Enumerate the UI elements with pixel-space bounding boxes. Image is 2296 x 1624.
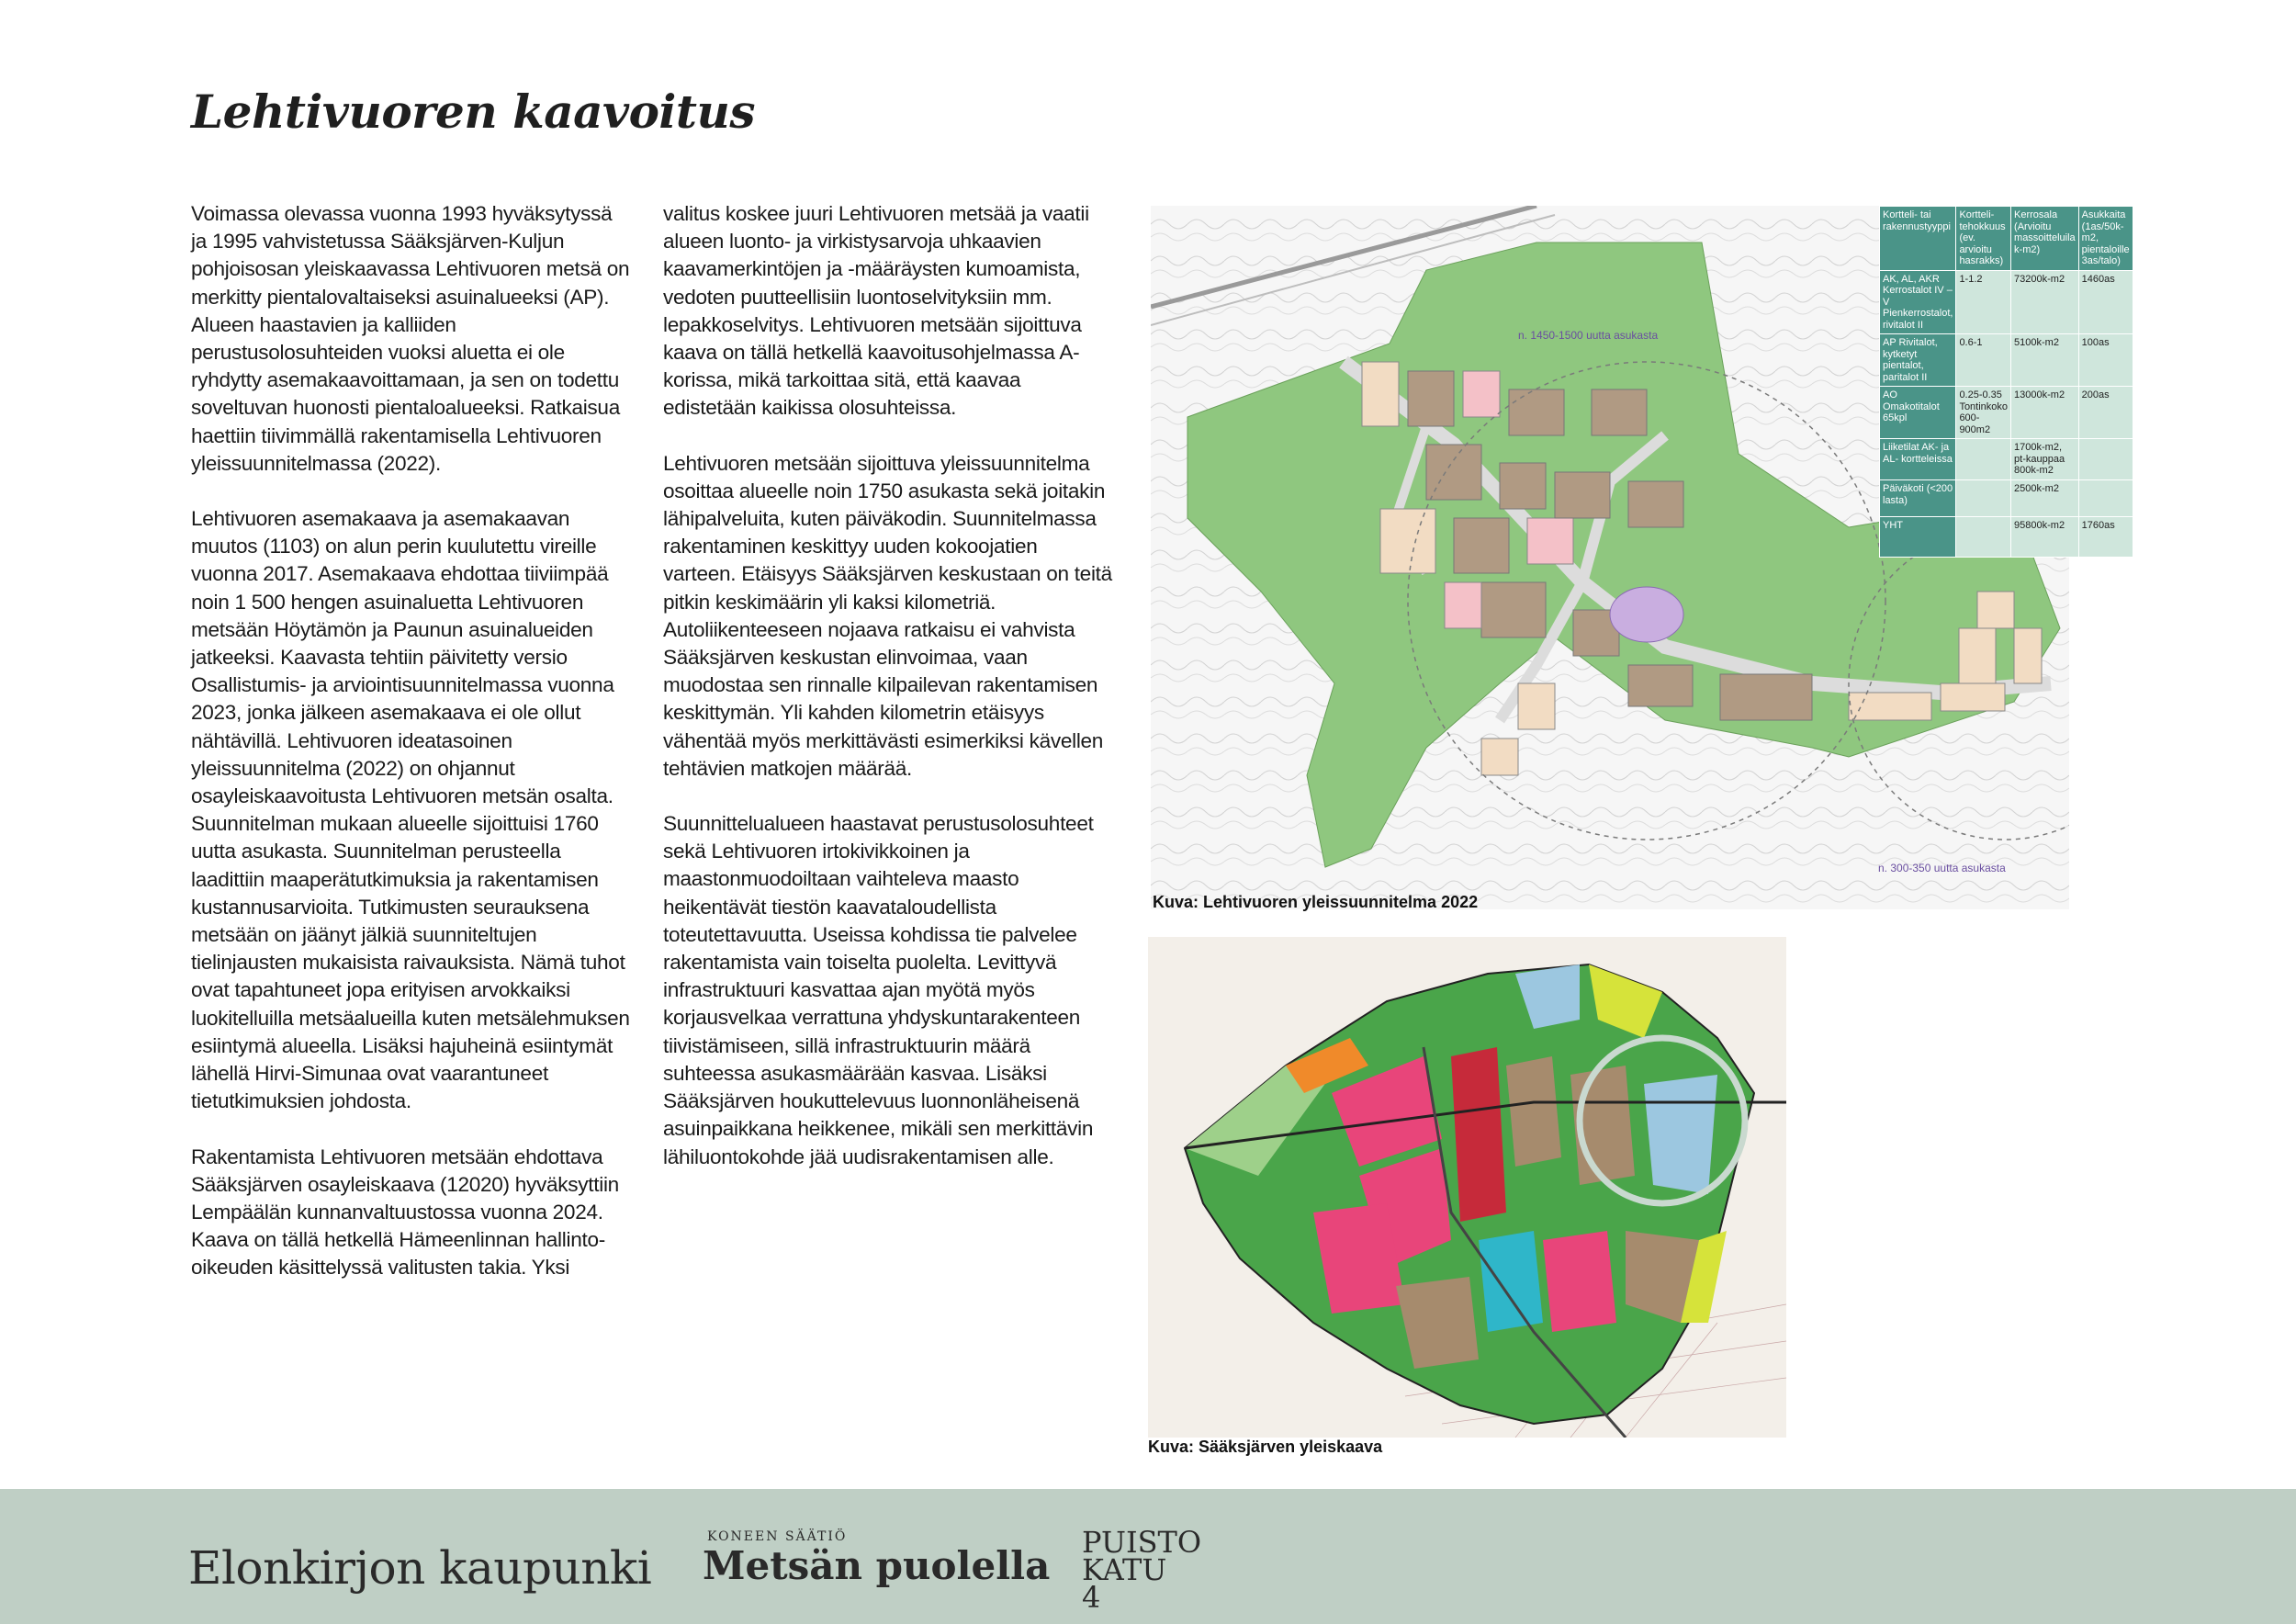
table-row [1880,387,2133,439]
paragraph: Rakentamista Lehtivuoren metsään ehdottava Sääksjärven osayleiskaava (12020) hyväksyttiin Lempäälän kunnanvaltuustossa vuonna 2024. Kaava on tällä hetkellä Hämeenlinnan hallinto-oikeuden käsittelyssä valitusten takia. Yksi [191,1145,619,1280]
figure-caption: Kuva: Sääksjärven yleiskaava [1148,1438,1383,1456]
general-plan-map [1148,937,1786,1438]
table-cell [2078,480,2133,517]
paragraph: Voimassa olevassa vuonna 1993 hyväksytyssä ja 1995 vahvistetussa Sääksjärven-Kuljun pohjoisosan yleiskaavassa Lehtivuoren metsä on merkitty pientalovaltaiseksi asuinalueeksi (AP). Alueen haastavien ja kalliiden perustusolosuhteiden vuoksi aluetta ei ole ryhdytty asemakaavoittamaan, ja sen on todettu soveltuvan huonosti pientaloalueeksi. Ratkaisua haettiin tiivimmällä rakentamisella Lehtivuoren yleissuunnitelmassa (2022). [191,202,630,475]
brand-koneen-saatio: KONEEN SÄÄTIÖ [707,1529,848,1544]
paragraph: Lehtivuoren metsään sijoittuva yleissuunnitelma osoittaa alueelle noin 1750 asukasta sekä joitakin lähipalveluita, kuten päiväkodin. Suunnitelmassa rakentaminen keskittyy uuden kokoojatien varteen. Etäisyys Sääksjärven keskustaan on teitä pitkin keskimäärin yli kaksi kilometriä. Autoliikenteeseen nojaava ratkaisu ei vahvista Sääksjärven keskustan elinvoimaa, vaan muodostaa sen rinnalle kilpailevan rakentamisen keskittymän. Yli kahden kilometrin etäisyys vähentää myös merkittävästi esimerkiksi kävellen tehtävien matkojen määrää. [663,451,1112,780]
table-cell: AP Rivitalot, kytketyt pientalot, paritalot II [1880,334,1956,387]
population-label: n. 1450-1500 uutta asukasta [1518,329,1659,342]
table-cell: 2500k-m2 [2011,480,2079,517]
zone [1543,1231,1616,1332]
daycare-area [1610,587,1683,642]
table-header-cell: Kortteli- tai rakennustyyppi [1880,207,1956,271]
table-row [1880,480,2133,517]
table-row [1880,439,2133,480]
table-cell [1956,480,2011,517]
brand-line: KATU 4 [1082,1552,1167,1615]
general-plan-drawing [1148,937,1786,1438]
table-row [1880,517,2133,558]
table-cell: 0.25-0.35 Tontinkoko 600-900m2 [1956,387,2011,439]
table-cell: 0.6-1 [1956,334,2011,387]
table-cell: 1-1.2 [1956,270,2011,334]
table-cell: AK, AL, AKR Kerrostalot IV – V Pienkerrostalot, rivitalot II [1880,270,1956,334]
brand-puistokatu-4 [1082,1525,1202,1615]
table-cell [2078,439,2133,480]
table-cell: 100as [2078,334,2133,387]
lake [1644,1075,1717,1194]
table-cell: 95800k-m2 [2011,517,2079,558]
text-column-2 [663,200,1113,1199]
table-cell: 13000k-m2 [2011,387,2079,439]
table-header-cell: Asukkaita (1as/50k-m2, pientaloille 3as/talo) [2078,207,2133,271]
table-cell: 200as [2078,387,2133,439]
table-cell: 1460as [2078,270,2133,334]
table-cell: 73200k-m2 [2011,270,2079,334]
table-cell: Päiväkoti (<200 lasta) [1880,480,1956,517]
table-row [1880,270,2133,334]
table-cell: 5100k-m2 [2011,334,2079,387]
paragraph: Lehtivuoren asemakaava ja asemakaavan muutos (1103) on alun perin kuulutettu vireille vuonna 2017. Asemakaava ehdottaa tiiviimpää noin 1 500 hengen asuinaluetta Lehtivuoren metsään Höytämön ja Paunun asuinalueiden jatkeeksi. Kaavasta tehtiin päivitetty versio Osallistumis- ja arviointisuunnitelmassa vuonna 2023, jonka jälkeen asemakaava ei ole ollut nähtävillä. Lehtivuoren ideatasoinen yleissuunnitelma (2022) on ohjannut osayleiskaavoitusta Lehtivuoren metsän osalta. Suunnitelman mukaan alueelle sijoittuisi 1760 uutta asukasta. Suunnitelman perusteella laadittiin maaperätutkimuksia ja rakentamisen kustannusarvioita. Tutkimusten seurauksena metsään on jäänyt jälkiä suunniteltujen tielinjausten mukaisista raivauksista. Nämä tuhot ovat tapahtuneet jopa erityisen arvokkaiksi luokitelluilla metsäalueilla kuten metsälehmuksen esiintymä alueella. Lisäksi hajuheinä esiintymät lähellä Hirvi-Simunaa ovat vaarantuneet tietutkimuksien johdosta. [191,507,630,1113]
paragraph: valitus koskee juuri Lehtivuoren metsää ja vaatii alueen luonto- ja virkistysarvoja uhkaavien kaavamerkintöjen ja -määräysten kumoamista, vedoten puutteellisiin luontoselvityksiin mm. lepakkoselvitys. Lehtivuoren metsään sijoittuva kaava on tällä hetkellä kaavoitusohjelmassa A-korissa, mikä tarkoittaa sitä, että kaavaa edistetään kaikissa olosuhteissa. [663,202,1089,420]
table-header-row [1880,207,2133,271]
table-header-cell: Kerrosala (Arvioitu massoitteluila k-m2) [2011,207,2079,271]
table-cell: Liiketilat AK- ja AL- kortteleissa [1880,439,1956,480]
table-cell: 1700k-m2, pt-kauppaa 800k-m2 [2011,439,2079,480]
text-column-1 [191,200,632,1310]
brand-line: PUISTO [1082,1525,1202,1560]
population-label: n. 300-350 uutta asukasta [1878,862,2006,874]
planning-table [1879,206,2133,558]
table-cell [1956,439,2011,480]
figure-caption: Kuva: Lehtivuoren yleissuunnitelma 2022 [1153,893,1479,911]
table-header-cell: Kortteli-tehokkuus (ev. arvioitu hasrakks) [1956,207,2011,271]
brand-elonkirjon-kaupunki: Elonkirjon kaupunki [188,1541,652,1595]
zone [1451,1047,1506,1222]
page-title: Lehtivuoren kaavoitus [191,85,756,139]
table-row [1880,334,2133,387]
table-cell [1956,517,2011,558]
table-cell: YHT [1880,517,1956,558]
paragraph: Suunnittelualueen haastavat perustusolosuhteet sekä Lehtivuoren irtokivikkoinen ja maastonmuodoiltaan vaihteleva maasto heikentävät tiestön kaavataloudellista toteutettavuutta. Useissa kohdissa tie palvelee rakentamista vain toiselta puolelta. Levittyvä infrastruktuuri kasvattaa ajan myötä myös korjausvelkaa verrattuna yhdyskuntarakenteen tiivistämiseen, sillä infrastruktuurin määrä suhteessa asukasmäärään kasvaa. Lisäksi Sääksjärven houkuttelevuus luonnonläheisenä asuinpaikkana heikkenee, mikäli sen merkittävin lähiluontokohde jää uudisrakentamisen alle. [663,812,1094,1168]
table-cell: 1760as [2078,517,2133,558]
brand-metsan-puolella: Metsän puolella [703,1543,1051,1588]
zone [1506,1056,1561,1167]
zone [1479,1231,1543,1332]
table-cell: AO Omakotitalot 65kpl [1880,387,1956,439]
